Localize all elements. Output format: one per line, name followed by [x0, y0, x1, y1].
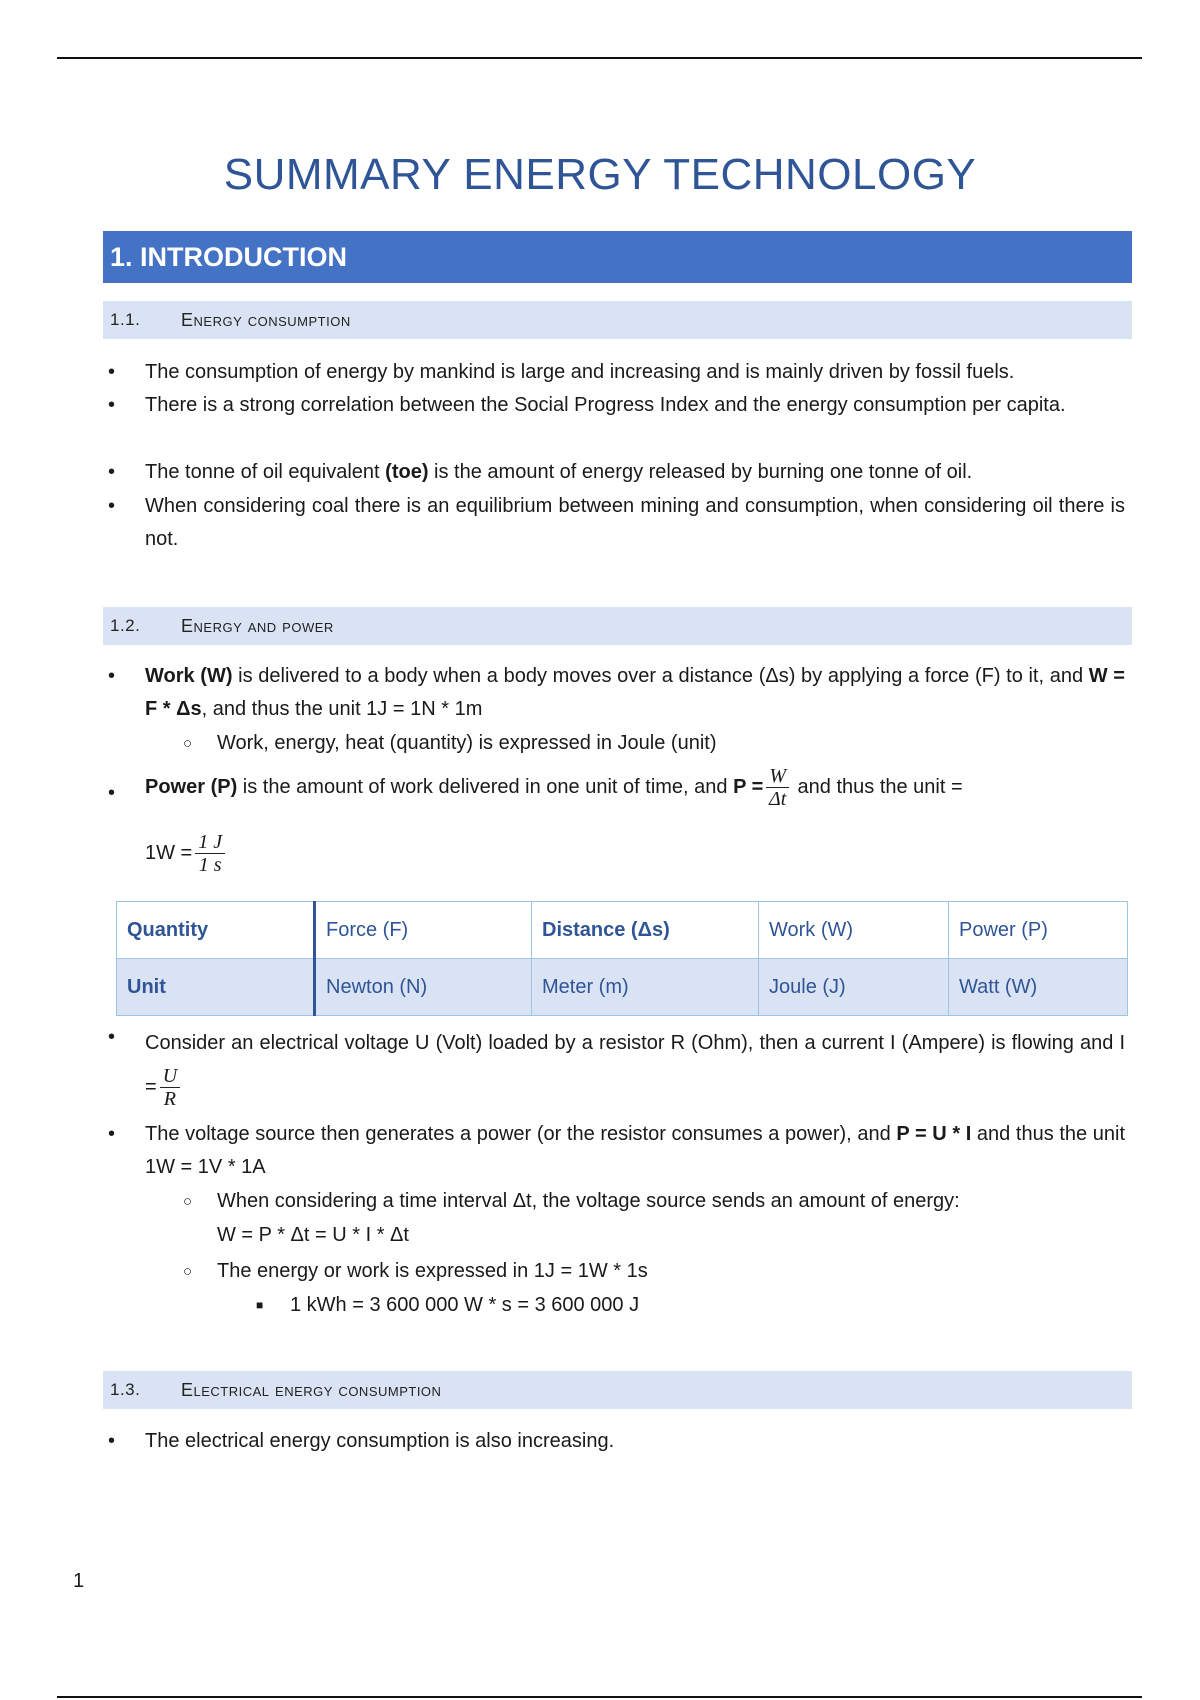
- list-item: When considering a time interval Δt, the voltage source sends an amount of energy:: [217, 1190, 960, 1212]
- list-item: [145, 1118, 1125, 1184]
- table-row: [117, 959, 1128, 1016]
- list-item: When considering coal there is an equilibrium between mining and consumption, when considering oil there is not.: [145, 495, 1125, 550]
- page-number: 1: [73, 1570, 85, 1592]
- list-item: [145, 1021, 1125, 1110]
- table-cell: Power (P): [949, 902, 1128, 959]
- text-bold: (toe): [385, 461, 429, 483]
- numerator: W: [766, 765, 789, 788]
- bullet-icon: •: [108, 394, 116, 416]
- table-cell: Unit: [117, 959, 315, 1016]
- section-label: Energy consumption: [181, 310, 351, 330]
- text: 1W =: [145, 842, 193, 864]
- section-number: 1.3.: [110, 1380, 141, 1399]
- bullet-icon: •: [108, 1123, 116, 1145]
- list-item: There is a strong correlation between the Social Progress Index and the energy consumption per capita.: [145, 394, 1066, 416]
- bullet-icon: •: [108, 1430, 116, 1452]
- table-cell: Distance (Δs): [532, 902, 759, 959]
- text: The tonne of oil equivalent: [145, 461, 386, 483]
- units-table: [116, 901, 1128, 1016]
- circle-bullet-icon: ○: [183, 1263, 193, 1280]
- table-cell: Joule (J): [759, 959, 949, 1016]
- fraction: [160, 1065, 180, 1110]
- list-item: The consumption of energy by mankind is large and increasing and is mainly driven by fossil fuels.: [145, 361, 1015, 383]
- section-label: Electrical energy consumption: [181, 1380, 442, 1400]
- text-bold: P = U * I: [896, 1123, 972, 1145]
- square-bullet-icon: ■: [256, 1298, 264, 1312]
- table-cell: Watt (W): [949, 959, 1128, 1016]
- heading-energy-and-power: [103, 607, 1132, 645]
- circle-bullet-icon: ○: [183, 735, 193, 752]
- bullet-icon: •: [108, 782, 116, 804]
- list-item: The energy or work is expressed in 1J = 1W * 1s: [217, 1260, 648, 1282]
- list-item: [145, 660, 1125, 726]
- text-bold: Work (W): [145, 665, 233, 687]
- list-item: [145, 456, 1125, 489]
- text-bold: Power (P): [145, 776, 238, 798]
- table-cell: Force (F): [315, 902, 532, 959]
- text: and thus the unit =: [791, 776, 963, 798]
- bullet-icon: •: [108, 361, 116, 383]
- formula-line: W = P * Δt = U * I * Δt: [217, 1224, 409, 1246]
- document-title: SUMMARY ENERGY TECHNOLOGY: [223, 150, 977, 199]
- text: Consider an electrical voltage U (Volt) loaded by a resistor R (Ohm), then a current I (Ampere) is flowing and I =: [145, 1032, 1125, 1098]
- denominator: R: [163, 1088, 177, 1111]
- footer-rule: [57, 1696, 1142, 1698]
- denominator: 1 s: [198, 854, 222, 877]
- table-row: [117, 902, 1128, 959]
- table-cell: Work (W): [759, 902, 949, 959]
- section-number: 1.1.: [110, 310, 141, 329]
- header-rule: [57, 57, 1142, 59]
- bullet-icon: •: [108, 1026, 116, 1048]
- bullet-icon: •: [108, 665, 116, 687]
- formula-line: [145, 828, 1125, 878]
- bullet-icon: •: [108, 461, 116, 483]
- heading-energy-consumption: [103, 301, 1132, 339]
- numerator: 1 J: [195, 831, 225, 854]
- numerator: U: [160, 1065, 180, 1088]
- text: , and thus the unit 1J = 1N * 1m: [201, 698, 483, 720]
- table-cell: Newton (N): [315, 959, 532, 1016]
- text: is the amount of energy released by burning one tonne of oil.: [428, 461, 973, 483]
- heading-electrical-energy-consumption: [103, 1371, 1132, 1409]
- heading-introduction: 1. INTRODUCTION: [103, 231, 1132, 283]
- text-bold: P =: [733, 776, 764, 798]
- text: The voltage source then generates a power (or the resistor consumes a power), and: [145, 1123, 897, 1145]
- circle-bullet-icon: ○: [183, 1193, 193, 1210]
- fraction: [766, 765, 789, 810]
- text-bold: W = F * Δs: [145, 665, 1125, 720]
- list-item: 1 kWh = 3 600 000 W * s = 3 600 000 J: [290, 1294, 640, 1316]
- fraction: [195, 831, 225, 876]
- text: is the amount of work delivered in one unit of time, and: [237, 776, 734, 798]
- list-item: The electrical energy consumption is also increasing.: [145, 1430, 615, 1452]
- list-item: [145, 762, 1125, 812]
- table-cell: Meter (m): [532, 959, 759, 1016]
- text: is delivered to a body when a body moves over a distance (Δs) by applying a force (F) to it, and: [232, 665, 1089, 687]
- section-number: 1.2.: [110, 616, 141, 635]
- text: and thus the unit 1W = 1V * 1A: [145, 1123, 1125, 1178]
- list-item: Work, energy, heat (quantity) is expressed in Joule (unit): [217, 732, 717, 754]
- denominator: Δt: [769, 788, 787, 811]
- table-cell: Quantity: [117, 902, 315, 959]
- section-label: Energy and power: [181, 616, 334, 636]
- bullet-icon: •: [108, 495, 116, 517]
